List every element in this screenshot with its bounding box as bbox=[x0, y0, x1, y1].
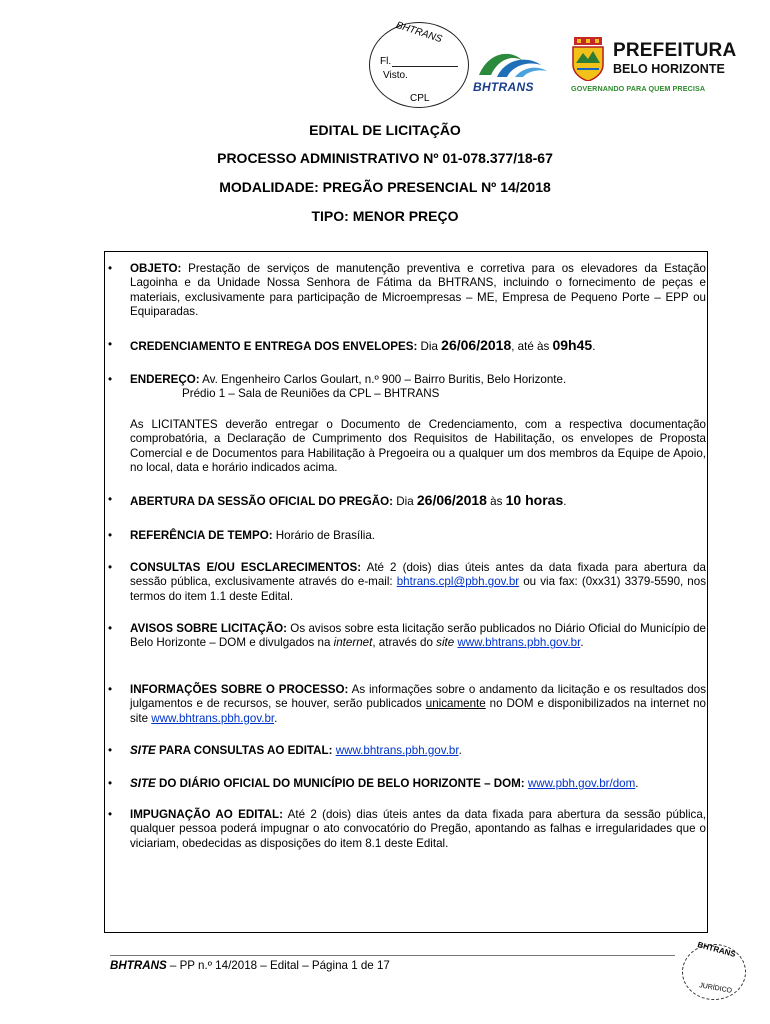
site-consultas-link[interactable]: www.bhtrans.pbh.gov.br bbox=[335, 744, 459, 757]
avisos-site-link[interactable]: www.bhtrans.pbh.gov.br bbox=[457, 636, 581, 650]
abertura-date: 26/06/2018 bbox=[416, 492, 487, 508]
abertura-time: 10 horas bbox=[505, 492, 564, 508]
bhtrans-logo-text: BHTRANS bbox=[473, 80, 534, 94]
bullet: • bbox=[108, 683, 113, 696]
modalidade-title: MODALIDADE: PREGÃO PRESENCIAL Nº 14/2018 bbox=[219, 179, 551, 195]
bullet: • bbox=[108, 622, 113, 635]
footer-divider bbox=[110, 955, 675, 956]
item-consultas: • CONSULTAS E/OU ESCLARECIMENTOS: Até 2 (dois) dias úteis antes da data fixada para abertura da sessão pública, exclusivamente através do e-mail: bhtrans.cpl@pbh.gov.br ou via fax: (0xx31) 3379-5590, nos termos do item 1.1 deste Edital. bbox=[108, 561, 707, 603]
processo-title: PROCESSO ADMINISTRATIVO Nº 01-078.377/18-67 bbox=[217, 150, 553, 166]
bullet: • bbox=[108, 744, 113, 757]
stamp-fl-label: Fl. bbox=[380, 56, 392, 67]
prefeitura-title: PREFEITURA bbox=[613, 40, 737, 61]
stamp-org: BHTRANS bbox=[394, 19, 444, 46]
item-site-diario: • SITE DO DIÁRIO OFICIAL DO MUNICÍPIO DE BELO HORIZONTE – DOM: www.pbh.gov.br/dom. bbox=[108, 777, 639, 790]
bullet: • bbox=[108, 373, 113, 386]
item-avisos: • AVISOS SOBRE LICITAÇÃO: Os avisos sobre esta licitação serão publicados no Diário Oficial do Município de Belo Horizonte – DOM e divulgados na internet, através do site www.bhtrans.pbh.gov.br. bbox=[108, 622, 706, 650]
credenciamento-date: 26/06/2018 bbox=[441, 337, 512, 353]
item-objeto: • OBJETO: Prestação de serviços de manutenção preventiva e corretiva para os elevadores da Estação Lagoinha e da Unidade Nossa Senhora de Fátima da BHTRANS, incluindo o fornecimento de peças e materiais, exclusivamente para participação de Microempresas – ME, Empresa de Pequeno Porte – EPP ou Equiparadas. bbox=[108, 262, 706, 318]
credenciamento-time: 09h45 bbox=[552, 337, 593, 353]
prefeitura-tagline: GOVERNANDO PARA QUEM PRECISA bbox=[571, 84, 706, 93]
seal-org: BHTRANS bbox=[696, 940, 737, 959]
item-credenciamento: • CREDENCIAMENTO E ENTREGA DOS ENVELOPES: Dia 26/06/2018, até às 09h45. bbox=[108, 337, 596, 353]
bullet: • bbox=[108, 262, 113, 275]
item-endereco: • ENDEREÇO: Av. Engenheiro Carlos Goulart, n.º 900 – Bairro Buritis, Belo Horizonte. Prédio 1 – Sala de Reuniões da CPL – BHTRANS bbox=[104, 373, 706, 402]
item-abertura: • ABERTURA DA SESSÃO OFICIAL DO PREGÃO: Dia 26/06/2018 às 10 horas. bbox=[108, 492, 567, 508]
bullet: • bbox=[108, 493, 113, 506]
bullet: • bbox=[108, 529, 113, 542]
stamp-visto-label: Visto. bbox=[383, 70, 408, 81]
city-crest-icon bbox=[571, 37, 605, 81]
consultas-email-link[interactable]: bhtrans.cpl@pbh.gov.br bbox=[396, 575, 520, 589]
item-impugnacao: • IMPUGNAÇÃO AO EDITAL: Até 2 (dois) dias úteis antes da data fixada para abertura da sessão pública, qualquer pessoa poderá impugnar o ato convocatório do Pregão, apontando as falhas e irregularidades que o viciariam, obedecidas as disposições do item 8.1 deste Edital. bbox=[108, 808, 707, 850]
endereco-line2: Prédio 1 – Sala de Reuniões da CPL – BHTRANS bbox=[182, 387, 440, 401]
edital-title: EDITAL DE LICITAÇÃO bbox=[309, 122, 461, 138]
bullet: • bbox=[108, 808, 113, 821]
item-informacoes: • INFORMAÇÕES SOBRE O PROCESSO: As informações sobre o andamento da licitação e os resultados dos julgamentos e de recursos, se houver, serão publicados unicamente no DOM e disponibilizados na internet no site www.bhtrans.pbh.gov.br. bbox=[108, 683, 706, 725]
prefeitura-city: BELO HORIZONTE bbox=[613, 62, 725, 76]
stamp-cpl-label: CPL bbox=[410, 93, 430, 104]
site-diario-link[interactable]: www.pbh.gov.br/dom bbox=[527, 777, 636, 790]
bullet: • bbox=[108, 338, 113, 351]
bullet: • bbox=[108, 777, 113, 790]
tipo-title: TIPO: MENOR PREÇO bbox=[311, 208, 459, 224]
item-site-consultas: • SITE PARA CONSULTAS AO EDITAL: www.bhtrans.pbh.gov.br. bbox=[108, 744, 462, 757]
licitantes-paragraph: As LICITANTES deverão entregar o Documento de Credenciamento, com a respectiva documentação comprobatória, a Declaração de Cumprimento dos Requisitos de Habilitação, os envelopes de Proposta Comercial e de Documentos para Habilitação à Pregoeira ou a qualquer um dos membros da Equipe de Apoio, no local, data e horário indicados acima. bbox=[130, 418, 706, 474]
stamp-signature-line bbox=[392, 66, 458, 67]
page-footer: BHTRANS – PP n.º 14/2018 – Edital – Página 1 de 17 bbox=[110, 959, 390, 972]
seal-juridico: JURÍDICO bbox=[698, 982, 733, 995]
item-referencia: • REFERÊNCIA DE TEMPO: Horário de Brasília. bbox=[108, 529, 376, 542]
informacoes-site-link[interactable]: www.bhtrans.pbh.gov.br bbox=[151, 711, 275, 725]
bullet: • bbox=[108, 561, 113, 574]
